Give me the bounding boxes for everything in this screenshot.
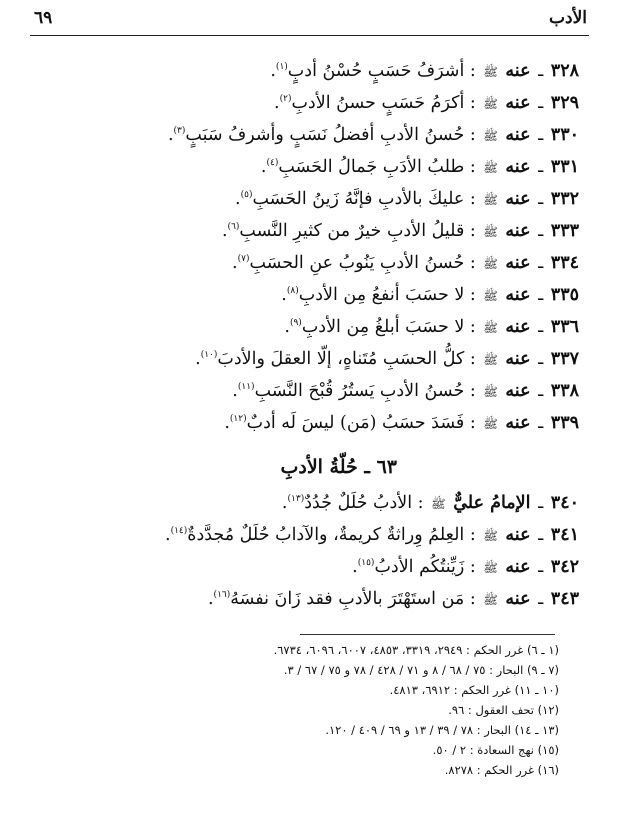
hadith-source: عنه	[505, 221, 531, 241]
hadith-number: ٣٤١	[550, 525, 579, 545]
salutation-glyph: ﷺ	[483, 529, 498, 543]
hadith-entry: ٣٣٧ ـ عنه ﷺ : كلُّ الحسَبِ مُتَناهٍ، إلّا العقلَ والأدبَ$^{(١٠)}$.	[195, 349, 579, 369]
hadith-source: عنه	[505, 525, 531, 545]
hadith-source: عنه	[505, 189, 531, 209]
footnote: (١٢) تحف العقول : ٩٦.	[448, 703, 559, 717]
hadith-entry: ٣٣٨ ـ عنه ﷺ : حُسنُ الأدبِ يَستُرُ قُبْحَ النَّسَبِ$^{(١١)}$.	[232, 381, 579, 401]
hadith-source: عنه	[505, 253, 531, 273]
hadith-source: عنه	[505, 557, 531, 577]
hadith-entry: ٣٢٨ ـ عنه ﷺ : أشرَفُ حَسَبٍ حُسْنُ أدبٍ$^{(١)}$.	[270, 61, 579, 81]
footnote: (١ ـ ٦) غرر الحكم : ٢٩٤٩، ٣٣١٩، ٤٨٥٣، ٦٠٠٧، ٦٠٩٦، ٦٧٣٤.	[273, 643, 559, 657]
footnote-ref: (١٥)	[357, 558, 375, 569]
hadith-source: عنه	[505, 61, 531, 81]
hadith-text: لا حسَبَ أنفعُ مِن الأدبِ	[298, 285, 465, 305]
hadith-text: العِلمُ وِراثةٌ كريمةٌ، والآدابُ حُلَلٌ مُجدَّدةٌ	[187, 525, 465, 545]
hadith-number: ٣٣٦	[550, 317, 579, 337]
footnote-ref: (١)	[275, 62, 288, 73]
hadith-text: مَن استَهْتَرَ بالأدبِ فقد زَانَ نفسَهُ	[230, 589, 465, 609]
hadith-number: ٣٤٢	[550, 557, 579, 577]
hadith-text: طلبُ الأدَبِ جَمالُ الحَسَبِ	[278, 157, 465, 177]
hadith-source: عنه	[505, 349, 531, 369]
hadith-source: عنه	[505, 381, 531, 401]
footnote: (١٠ ـ ١١) غرر الحكم : ٦٩١٢، ٤٨١٣.	[389, 683, 559, 697]
salutation-glyph: ﷺ	[483, 417, 498, 431]
hadith-number: ٣٢٩	[550, 93, 579, 113]
footnote-ref: (١٠)	[200, 350, 218, 361]
hadith-entry: ٣٣٥ ـ عنه ﷺ : لا حسَبَ أنفعُ مِن الأدبِ$^{(٨)}$.	[281, 285, 579, 305]
footnote-ref: (١٣)	[287, 494, 305, 505]
footnote-ref: (١٢)	[229, 414, 247, 425]
hadith-entry: ٣٣٠ ـ عنه ﷺ : حُسنُ الأدبِ أفضلُ نَسَبٍ وأشرفُ سَبَبٍ$^{(٣)}$.	[167, 125, 579, 145]
footnote-ref: (٦)	[227, 222, 240, 233]
page-number: ٦٩	[34, 8, 53, 28]
hadith-text: زَيِّنتُكُم الأدبُ	[374, 557, 465, 577]
footnote: (٧ ـ ٩) البحار : ٧٥ / ٦٨ / ٨ و ٧١ / ٤٢٨ / ٧٨ و ٧٥ / ٦٧ / ٣.	[283, 663, 559, 677]
hadith-number: ٣٢٨	[550, 61, 579, 81]
hadith-source: عنه	[505, 413, 531, 433]
hadith-number: ٣٣٥	[550, 285, 579, 305]
footnote-ref: (٣)	[173, 126, 186, 137]
hadith-text: الأدبُ حُلَلٌ جُدُدٌ	[304, 493, 413, 513]
salutation-glyph: ﷺ	[483, 289, 498, 303]
salutation-glyph: ﷺ	[483, 321, 498, 335]
hadith-source: عنه	[505, 285, 531, 305]
hadith-text: حُسنُ الأدبِ يَنُوبُ عنِ الحسَبِ	[249, 253, 465, 273]
hadith-number: ٣٣٧	[550, 349, 579, 369]
footnote-ref: (٤)	[266, 158, 279, 169]
hadith-text: أشرَفُ حَسَبٍ حُسْنُ أدبٍ	[287, 61, 465, 81]
salutation-glyph: ﷺ	[483, 65, 498, 79]
hadith-source: عنه	[505, 157, 531, 177]
salutation-glyph: ﷺ	[483, 593, 498, 607]
hadith-entry: ٣٤٠ ـ الإمامُ عليٌّ ﷺ : الأدبُ حُلَلٌ جُدُدٌ$^{(١٣)}$.	[281, 493, 579, 513]
hadith-entry: ٣٤١ ـ عنه ﷺ : العِلمُ وِراثةٌ كريمةٌ، والآدابُ حُلَلٌ مُجدَّدةٌ$^{(١٤)}$.	[165, 525, 579, 545]
hadith-number: ٣٣٠	[550, 125, 579, 145]
hadith-number: ٣٤٠	[550, 493, 579, 513]
footnote-ref: (٢)	[279, 94, 292, 105]
section-heading: ٦٣ ـ حُلّةُ الأدبِ	[280, 456, 397, 478]
footnote-ref: (٥)	[240, 190, 253, 201]
salutation-glyph: ﷺ	[483, 257, 498, 271]
footnote-ref: (١٦)	[213, 590, 231, 601]
footnote-ref: (٩)	[289, 318, 302, 329]
hadith-entry: ٣٣٦ ـ عنه ﷺ : لا حسَبَ أبلغُ مِن الأدبِ$^{(٩)}$.	[284, 317, 579, 337]
hadith-text: حُسنُ الأدبِ أفضلُ نَسَبٍ وأشرفُ سَبَبٍ	[185, 125, 465, 145]
salutation-glyph: ﷺ	[483, 561, 498, 575]
hadith-entry: ٣٣٩ ـ عنه ﷺ : فَسَدَ حسَبُ (مَن) ليسَ لَه أدبٌ$^{(١٢)}$.	[224, 413, 579, 433]
hadith-text: لا حسَبَ أبلغُ مِن الأدبِ	[301, 317, 465, 337]
hadith-source: عنه	[505, 589, 531, 609]
hadith-number: ٣٣٨	[550, 381, 579, 401]
hadith-entry: ٣٣٣ ـ عنه ﷺ : قليلُ الأدبِ خيرٌ من كثيرِ النَّسبِ$^{(٦)}$.	[221, 221, 579, 241]
hadith-number: ٣٣٤	[550, 253, 579, 273]
salutation-glyph: ﷺ	[431, 497, 446, 511]
hadith-source: عنه	[505, 93, 531, 113]
salutation-glyph: ﷺ	[483, 225, 498, 239]
hadith-text: عليكَ بالأدبِ فإنَّهُ زَينُ الحَسَبِ	[252, 189, 465, 209]
hadith-number: ٣٣١	[550, 157, 579, 177]
hadith-entry: ٣٢٩ ـ عنه ﷺ : أكرَمُ حَسَبٍ حسنُ الأدبِ$^{(٢)}$.	[274, 93, 579, 113]
salutation-glyph: ﷺ	[483, 161, 498, 175]
footnote-ref: (١١)	[237, 382, 255, 393]
hadith-number: ٣٣٢	[550, 189, 579, 209]
footnote-ref: (١٤)	[170, 526, 188, 537]
hadith-entry: ٣٤٢ ـ عنه ﷺ : زَيِّنتُكُم الأدبُ$^{(١٥)}$.	[352, 557, 579, 577]
hadith-text: حُسنُ الأدبِ يَستُرُ قُبْحَ النَّسَبِ	[254, 381, 465, 401]
running-header-title: الأدب	[549, 8, 587, 28]
hadith-text: فَسَدَ حسَبُ (مَن) ليسَ لَه أدبٌ	[246, 413, 465, 433]
header-divider	[30, 35, 589, 36]
salutation-glyph: ﷺ	[483, 353, 498, 367]
hadith-text: قليلُ الأدبِ خيرٌ من كثيرِ النَّسبِ	[239, 221, 465, 241]
footnote-ref: (٨)	[286, 286, 299, 297]
hadith-text: كلُّ الحسَبِ مُتَناهٍ، إلّا العقلَ والأدبَ	[217, 349, 465, 369]
hadith-entry: ٣٣١ ـ عنه ﷺ : طلبُ الأدَبِ جَمالُ الحَسَبِ$^{(٤)}$.	[260, 157, 579, 177]
footnote: (١٦) غرر الحكم : ٨٢٧٨.	[444, 763, 559, 777]
hadith-number: ٣٣٣	[550, 221, 579, 241]
hadith-text: أكرَمُ حَسَبٍ حسنُ الأدبِ	[291, 93, 465, 113]
footnote: (١٣ ـ ١٤) البحار : ٧٨ / ٣٩ / ١٣ و ٦٩ / ٤٠٩ / ١٢٠.	[325, 723, 559, 737]
salutation-glyph: ﷺ	[483, 385, 498, 399]
hadith-source: عنه	[505, 125, 531, 145]
hadith-source: الإمامُ عليٌّ	[453, 493, 531, 513]
hadith-entry: ٣٣٢ ـ عنه ﷺ : عليكَ بالأدبِ فإنَّهُ زَينُ الحَسَبِ$^{(٥)}$.	[235, 189, 579, 209]
footnote: (١٥) نهج السعادة : ٢ / ٥٠.	[432, 743, 559, 757]
hadith-entry: ٣٣٤ ـ عنه ﷺ : حُسنُ الأدبِ يَنُوبُ عنِ الحسَبِ$^{(٧)}$.	[232, 253, 579, 273]
footnote-divider	[300, 634, 555, 635]
footnote-ref: (٧)	[237, 254, 250, 265]
hadith-entry: ٣٤٣ ـ عنه ﷺ : مَن استَهْتَرَ بالأدبِ فقد زَانَ نفسَهُ$^{(١٦)}$.	[207, 589, 579, 609]
hadith-source: عنه	[505, 317, 531, 337]
salutation-glyph: ﷺ	[483, 97, 498, 111]
salutation-glyph: ﷺ	[483, 129, 498, 143]
hadith-number: ٣٣٩	[550, 413, 579, 433]
hadith-number: ٣٤٣	[550, 589, 579, 609]
salutation-glyph: ﷺ	[483, 193, 498, 207]
